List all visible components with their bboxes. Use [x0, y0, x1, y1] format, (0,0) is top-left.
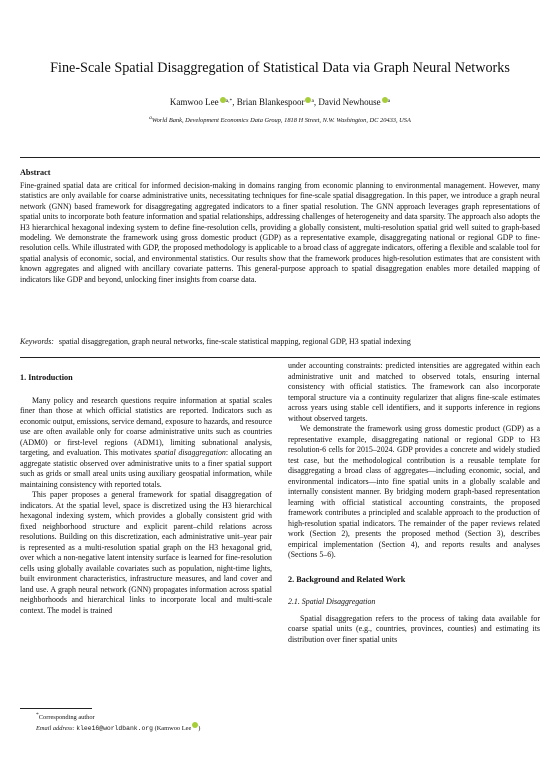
background-paragraph-1: Spatial disaggregation refers to the process of taking data available for coarse spatial units (e.g., countries, provinces, counties) and estimating its distribution over finer spatial units — [288, 613, 540, 644]
author-name: Kamwoo Lee — [169, 97, 219, 107]
footnote-rule — [20, 708, 92, 709]
left-column — [20, 373, 272, 616]
subsection-heading-spatial-disaggregation: 2.1. Spatial Disaggregation — [288, 597, 376, 606]
author-name: David Newhouse — [318, 97, 381, 107]
section-heading-introduction: 1. Introduction — [20, 373, 73, 382]
keywords-label: Keywords: — [20, 337, 54, 346]
abstract-bottom-rule — [20, 357, 540, 358]
author-marks: a — [387, 98, 391, 104]
footnote-corresponding: Corresponding author — [38, 714, 95, 721]
author-list: Kamwoo Lee $^{a,*}$, Brian Blankespoor $^a$, David Newhouse $^a$ — [169, 97, 391, 107]
footnote-email-name: (Kamwoo Lee — [154, 725, 192, 733]
paper-title: Fine-Scale Spatial Disaggregation of Statistical Data via Graph Neural Networks — [50, 60, 510, 76]
emphasis: spatial disaggregation — [154, 448, 226, 457]
footnote-email-label: Email address: — [36, 725, 75, 733]
abstract-heading: Abstract — [20, 168, 51, 177]
email-link[interactable]: klee16@worldbank.org — [76, 725, 153, 733]
author-name: Brian Blankespoor — [236, 97, 305, 107]
author-marks: a — [311, 98, 314, 104]
footnote-mark: * — [36, 712, 39, 718]
keywords-text: spatial disaggregation, graph neural networks, fine-scale statistical mapping, regional GDP, H3 spatial indexing — [58, 337, 411, 346]
intro-paragraph-1: Many policy and research questions require information at spatial scales finer than those at which official statistics are reported. Indicators such as economic output, emissions, service demand, exposure to hazards, and resource use are often available only for coarse administrative units such as countries (ADM0) or first-level regions (ADM1), limiting subnational analysis, targeting, and evaluation. This motivates spatial disaggregation: allocating an aggregate statistic observed over administrative units to a finer spatial support such as grids or small areal units using auxiliary geospatial information, while maintaining consistency with reported totals. — [20, 395, 272, 489]
intro-paragraph-4: We demonstrate the framework using gross domestic product (GDP) as a representative example, disaggregating national or regional GDP to H3 resolution-6 cells for 2015–2024. GDP provides a concrete and widely studied test case, but the methodological contribution is a reusable template for disaggregating a broad class of aggregates—including economic, social, and environmental indicators—into fine spatial units in a globally scalable and internally consistent manner. By bridging modern graph-based representation learning with official statistical accounting constraints, the proposed framework contributes a principled and scalable approach to the production of high-resolution spatial indicators. The remainder of the paper reviews related work (Section 2), presents the proposed method (Section 3), describes empirical implementation (Section 4), and reports results and analyses (Sections 5–6). — [288, 424, 540, 559]
right-column — [288, 361, 540, 645]
author-marks: a,* — [225, 98, 233, 104]
intro-paragraph-3: under accounting constraints: predicted intensities are aggregated within each administrative unit and matched to observed totals, ensuring internal consistency with official statistics. The framework can also incorporate temporal structure via a continuity regularizer that aligns fine-scale estimates across years using stable cell identifiers, and it supports inference in regions without observed targets. — [288, 361, 540, 423]
abstract-top-rule — [20, 157, 540, 158]
section-heading-background: 2. Background and Related Work — [288, 574, 406, 584]
footnote — [36, 711, 200, 733]
keywords — [20, 337, 540, 347]
abstract-text: Fine-grained spatial data are critical for informed decision-making in domains ranging from economic planning to environmental management. However, many statistics are only available for coarse administrative units, necessitating techniques for fine-scale spatial disaggregation. In this paper, we introduce a graph neural network (GNN) based framework for disaggregating aggregated indicators to a finer spatial resolution. The GNN approach leverages graph representations of spatial units to incorporate both feature information and spatial relationships, addressing challenges of heterogeneity and data sparsity. The approach also adopts the H3 hierarchical hexagonal indexing system to define fine-resolution cells, providing a globally consistent, multi-resolution spatial grid well suited to graph-based modeling. We demonstrate the framework using gross domestic product (GDP) as a representative example, disaggregating national or regional GDP to fine-resolution cells. While illustrated with GDP, the proposed methodology is applicable to a broad class of aggregate indicators, offering a flexible and scalable tool for spatial analysis of economic, social, and environmental statistics. Our results show that the framework produces high-resolution estimates that are consistent with known aggregates and aligned with ancillary covariate patterns. This general-purpose approach to spatial disaggregation enables more detailed mapping of indicators like GDP and beyond, unlocking finer insights from coarse data. — [20, 181, 540, 284]
affiliation-mark: a — [149, 115, 152, 121]
intro-paragraph-2: This paper proposes a general framework for spatial disaggregation of indicators. At the spatial level, space is discretized using the H3 hierarchical hexagonal indexing system, which provides a globally consistent grid with fixed neighborhood structure and explicit parent–child relations across resolutions. Building on this discretization, each administrative unit–year pair is represented as a multi-resolution spatial graph on the H3 hexagonal grid, over which a non-negative latent intensity surface is learned for fine-resolution cells using globally available covariates such as population, night-time lights, built environment characteristics, infrastructure measures, and land cover and land use. A graph neural network (GNN) propagates information across spatial neighborhoods and hierarchical links to incorporate local and multi-scale context. The model is trained — [20, 490, 272, 615]
affiliation-text: World Bank, Development Economics Data Group, 1818 H Street, N.W. Washington, DC 20433, USA — [151, 117, 411, 124]
affiliation — [20, 114, 540, 125]
footnote-email-close: ) — [198, 725, 201, 733]
